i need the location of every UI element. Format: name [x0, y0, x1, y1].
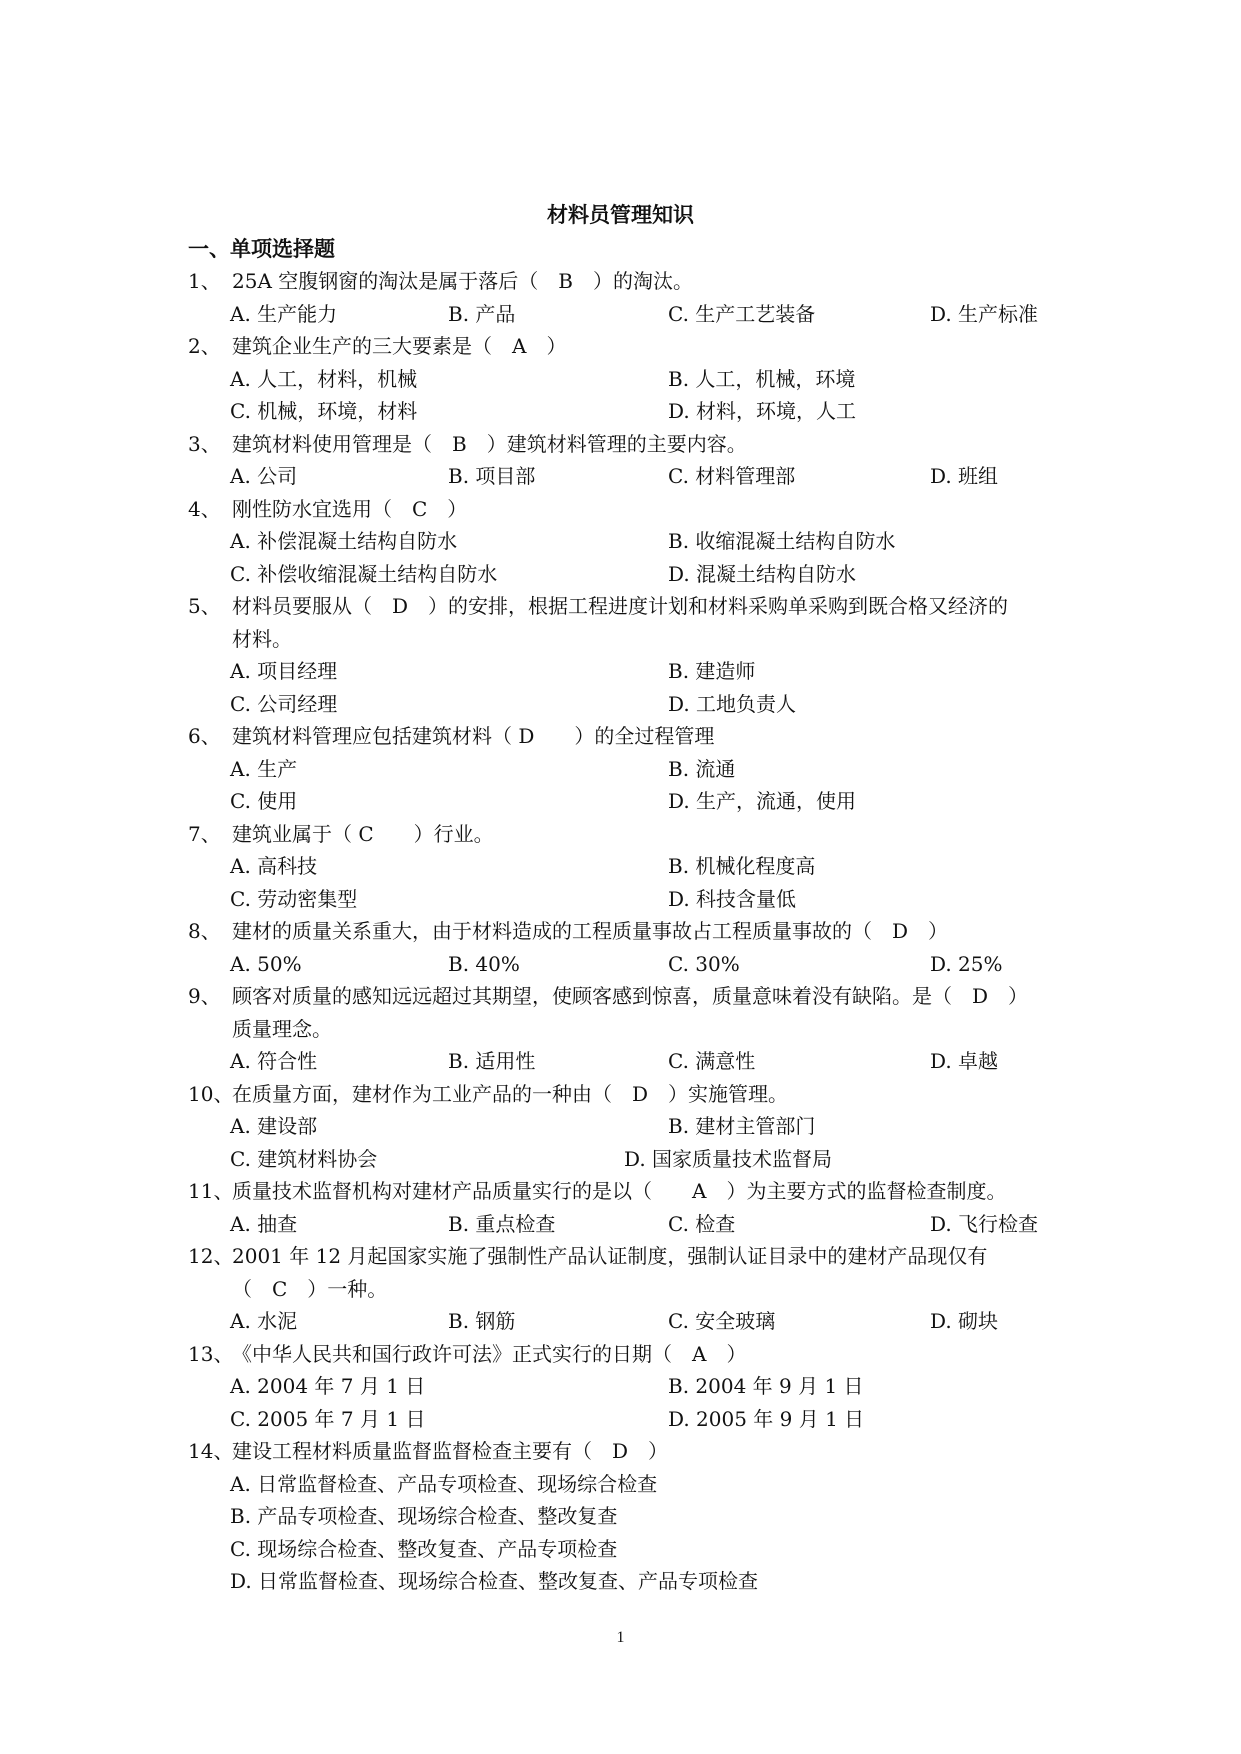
- question-number: 8、: [188, 919, 221, 943]
- question-number: 3、: [188, 431, 221, 456]
- option-row: [188, 1468, 1088, 1501]
- answer-option: C. 劳动密集型: [230, 886, 358, 911]
- option-row: [188, 1110, 1088, 1143]
- question-number: [188, 623, 232, 656]
- answer-option: D. 卓越: [930, 1049, 999, 1073]
- option-row: [188, 1500, 1088, 1533]
- answer-option: A. 公司: [230, 464, 298, 488]
- question-item: [188, 720, 1088, 818]
- answer-option: B. 40%: [448, 951, 520, 976]
- question-stem: 在质量方面，建材作为工业产品的一种由（ D ）实施管理。: [232, 1081, 789, 1106]
- question-stem: 质量技术监督机构对建材产品质量实行的是以（ A ）为主要方式的监督检查制度。: [232, 1179, 1007, 1203]
- question-stem-row: [188, 1338, 1088, 1371]
- question-number: 11、: [188, 1179, 234, 1203]
- question-stem-row: [188, 623, 1088, 656]
- answer-option: B. 项目部: [448, 464, 536, 488]
- option-row: [188, 1533, 1088, 1566]
- question-number: 1、: [188, 269, 221, 293]
- answer-option: D. 生产标准: [930, 301, 1039, 326]
- question-stem-row: [188, 330, 1088, 363]
- question-number: 12、: [188, 1244, 234, 1268]
- question-stem: 顾客对质量的感知远远超过其期望，使顾客感到惊喜，质量意味着没有缺陷。是（ D ）: [232, 984, 1029, 1008]
- section-heading: 一、单项选择题: [188, 237, 335, 261]
- option-row: [188, 460, 1088, 493]
- question-item: [188, 330, 1088, 428]
- question-stem: 2001 年 12 月起国家实施了强制性产品认证制度，强制认证目录中的建材产品现仅有: [232, 1244, 988, 1268]
- answer-option: D. 国家质量技术监督局: [624, 1146, 833, 1171]
- answer-option: C. 30%: [668, 951, 740, 976]
- answer-option: D. 材料，环境，人工: [668, 399, 857, 423]
- answer-option: A. 项目经理: [230, 659, 338, 683]
- document-title: 材料员管理知识: [547, 203, 694, 227]
- question-number: [188, 1013, 232, 1046]
- answer-option: B. 适用性: [448, 1049, 536, 1073]
- question-stem: 《中华人民共和国行政许可法》正式实行的日期（ A ）: [232, 1341, 747, 1366]
- answer-option: A. 2004 年 7 月 1 日: [230, 1374, 426, 1398]
- option-row: [188, 753, 1088, 786]
- question-stem-row: [188, 1240, 1088, 1273]
- answer-option: B. 人工，机械，环境: [668, 366, 856, 391]
- question-stem-row: [188, 980, 1088, 1013]
- question-stem-row: [188, 818, 1088, 851]
- question-stem-row: [188, 493, 1088, 526]
- question-stem-row: [188, 590, 1088, 623]
- answer-option: C. 建筑材料协会: [230, 1146, 378, 1171]
- answer-option: B. 流通: [668, 756, 736, 781]
- answer-option: D. 25%: [930, 951, 1003, 976]
- question-list: [188, 265, 1088, 1598]
- answer-option: B. 建材主管部门: [668, 1114, 816, 1138]
- question-stem: 建筑企业生产的三大要素是（ A ）: [232, 334, 567, 358]
- option-row: [188, 785, 1088, 818]
- option-row: [188, 1208, 1088, 1241]
- answer-option: A. 建设部: [230, 1114, 318, 1138]
- answer-option: C. 机械，环境，材料: [230, 399, 418, 423]
- answer-option: D. 2005 年 9 月 1 日: [668, 1406, 865, 1431]
- question-stem-row: [188, 1013, 1088, 1046]
- answer-option: A. 人工，材料，机械: [230, 366, 418, 391]
- answer-option: A. 水泥: [230, 1309, 298, 1333]
- answer-option: C. 公司经理: [230, 691, 338, 716]
- answer-option: B. 产品专项检查、现场综合检查、整改复查: [230, 1504, 618, 1528]
- option-row: [188, 558, 1088, 591]
- question-stem: 刚性防水宜选用（ C ）: [232, 496, 468, 521]
- question-item: [188, 590, 1088, 720]
- question-item: [188, 980, 1088, 1078]
- question-item: [188, 1435, 1088, 1598]
- answer-option: A. 高科技: [230, 854, 318, 878]
- answer-option: D. 飞行检查: [930, 1211, 1039, 1236]
- question-number: 6、: [188, 724, 221, 748]
- question-item: [188, 818, 1088, 916]
- option-row: [188, 1370, 1088, 1403]
- question-number: 9、: [188, 984, 221, 1008]
- question-stem: 建材的质量关系重大，由于材料造成的工程质量事故占工程质量事故的（ D ）: [232, 919, 949, 943]
- question-stem: 质量理念。: [232, 1016, 332, 1041]
- answer-option: D. 班组: [930, 464, 999, 488]
- question-item: [188, 915, 1088, 980]
- answer-option: B. 产品: [448, 301, 516, 326]
- question-item: [188, 428, 1088, 493]
- question-number: [188, 1273, 232, 1306]
- question-item: [188, 493, 1088, 591]
- option-row: [188, 525, 1088, 558]
- question-stem-row: [188, 720, 1088, 753]
- question-stem: 建筑业属于（ C ）行业。: [232, 821, 494, 846]
- answer-option: C. 现场综合检查、整改复查、产品专项检查: [230, 1536, 618, 1561]
- question-number: 14、: [188, 1439, 234, 1463]
- answer-option: A. 生产能力: [230, 301, 338, 326]
- question-number: 2、: [188, 334, 221, 358]
- answer-option: D. 日常监督检查、现场综合检查、整改复查、产品专项检查: [230, 1569, 759, 1593]
- question-stem: （ C ）一种。: [232, 1276, 388, 1301]
- answer-option: B. 重点检查: [448, 1211, 556, 1236]
- answer-option: C. 生产工艺装备: [668, 301, 816, 326]
- option-row: [188, 298, 1088, 331]
- option-row: [188, 688, 1088, 721]
- question-stem-row: [188, 915, 1088, 948]
- answer-option: C. 补偿收缩混凝土结构自防水: [230, 561, 498, 586]
- question-number: 4、: [188, 496, 221, 521]
- question-stem: 建设工程材料质量监督监督检查主要有（ D ）: [232, 1439, 669, 1463]
- answer-option: A. 生产: [230, 756, 298, 781]
- question-number: 10、: [188, 1081, 234, 1106]
- question-stem-row: [188, 1435, 1088, 1468]
- question-stem: 材料。: [232, 626, 292, 651]
- answer-option: C. 安全玻璃: [668, 1309, 776, 1333]
- option-row: [188, 1305, 1088, 1338]
- answer-option: D. 砌块: [930, 1309, 999, 1333]
- option-row: [188, 883, 1088, 916]
- answer-option: C. 检查: [668, 1211, 736, 1236]
- option-row: [188, 850, 1088, 883]
- answer-option: D. 生产，流通，使用: [668, 789, 857, 813]
- question-number: 7、: [188, 821, 221, 846]
- option-row: [188, 948, 1088, 981]
- answer-option: B. 机械化程度高: [668, 854, 816, 878]
- answer-option: C. 材料管理部: [668, 464, 796, 488]
- answer-option: C. 使用: [230, 789, 298, 813]
- answer-option: B. 收缩混凝土结构自防水: [668, 529, 896, 553]
- answer-option: A. 日常监督检查、产品专项检查、现场综合检查: [230, 1471, 658, 1496]
- question-number: 13、: [188, 1341, 234, 1366]
- answer-option: C. 2005 年 7 月 1 日: [230, 1406, 426, 1431]
- option-row: [188, 655, 1088, 688]
- answer-option: D. 科技含量低: [668, 886, 797, 911]
- answer-option: A. 抽查: [230, 1211, 298, 1236]
- question-stem: 建筑材料使用管理是（ B ）建筑材料管理的主要内容。: [232, 431, 747, 456]
- option-row: [188, 363, 1088, 396]
- question-stem: 材料员要服从（ D ）的安排，根据工程进度计划和材料采购单采购到既合格又经济的: [232, 594, 1009, 618]
- answer-option: D. 工地负责人: [668, 691, 797, 716]
- question-stem: 建筑材料管理应包括建筑材料（ D ）的全过程管理: [232, 724, 715, 748]
- option-row: [188, 1045, 1088, 1078]
- option-row: [188, 1143, 1088, 1176]
- answer-option: C. 满意性: [668, 1049, 756, 1073]
- answer-option: B. 钢筋: [448, 1309, 516, 1333]
- question-item: [188, 1338, 1088, 1436]
- answer-option: B. 2004 年 9 月 1 日: [668, 1374, 864, 1398]
- question-stem-row: [188, 1175, 1088, 1208]
- question-stem-row: [188, 1078, 1088, 1111]
- question-number: 5、: [188, 594, 221, 618]
- question-stem: 25A 空腹钢窗的淘汰是属于落后（ B ）的淘汰。: [232, 269, 693, 293]
- question-item: [188, 1240, 1088, 1338]
- option-row: [188, 1565, 1088, 1598]
- option-row: [188, 395, 1088, 428]
- question-stem-row: [188, 1273, 1088, 1306]
- answer-option: A. 50%: [230, 951, 302, 976]
- answer-option: A. 符合性: [230, 1049, 318, 1073]
- question-item: [188, 265, 1088, 330]
- page-number: 1: [616, 1629, 625, 1646]
- question-item: [188, 1175, 1088, 1240]
- answer-option: B. 建造师: [668, 659, 756, 683]
- question-stem-row: [188, 265, 1088, 298]
- answer-option: A. 补偿混凝土结构自防水: [230, 529, 458, 553]
- question-item: [188, 1078, 1088, 1176]
- answer-option: D. 混凝土结构自防水: [668, 561, 857, 586]
- option-row: [188, 1403, 1088, 1436]
- question-stem-row: [188, 428, 1088, 461]
